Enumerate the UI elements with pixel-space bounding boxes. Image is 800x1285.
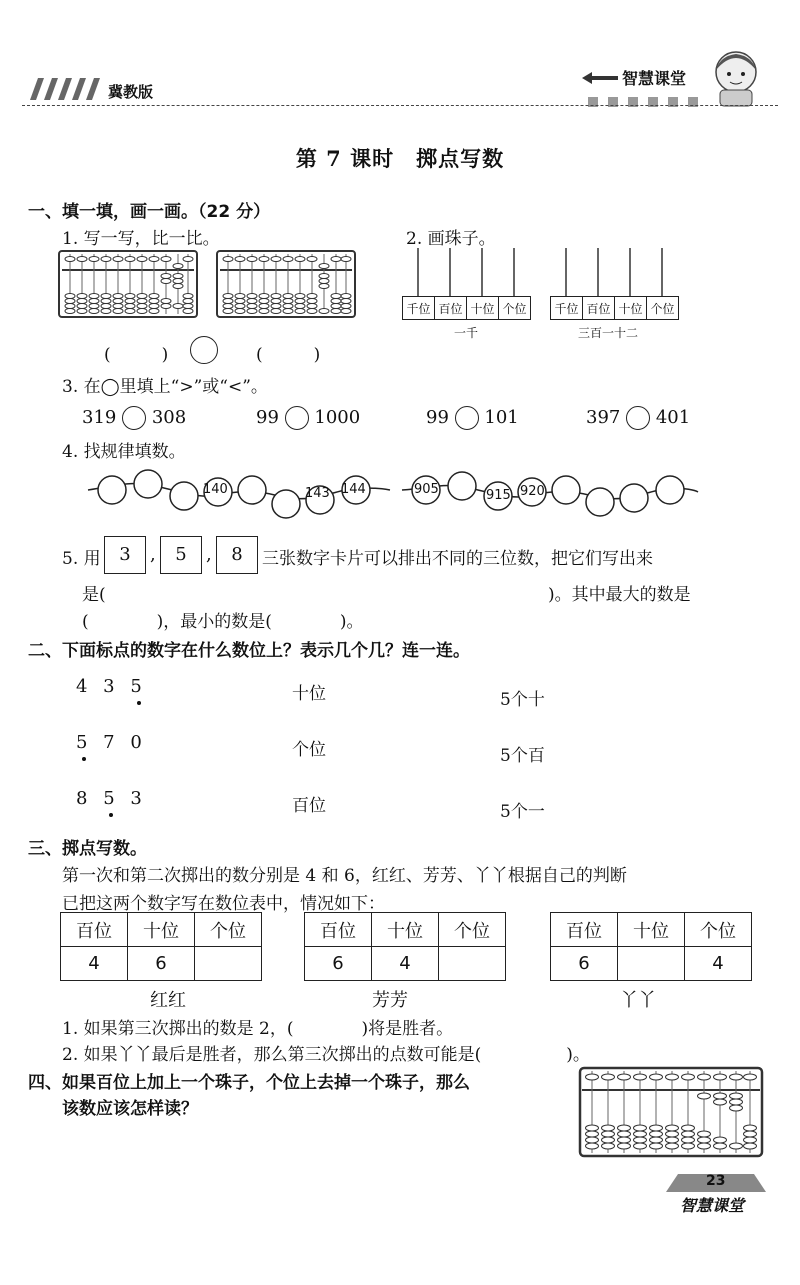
table-header: 个位 — [195, 913, 262, 947]
header-stripes — [30, 78, 100, 100]
dotted-digit: 5 — [76, 732, 93, 753]
place-header: 千位 — [403, 297, 435, 320]
digit-card: 5 — [160, 536, 202, 574]
place-table-right — [550, 296, 679, 320]
section3-heading: 三、掷点写数。 — [28, 839, 147, 859]
q5-text2a: 是( — [82, 585, 106, 605]
compare-pair — [426, 406, 519, 430]
comma: , — [150, 544, 156, 565]
compare-circle[interactable] — [285, 406, 309, 430]
q5-text3: ( )，最小的数是( )。 — [82, 612, 364, 632]
number-435: 4 3 5 — [76, 676, 147, 697]
chain1-value: 140 — [203, 482, 228, 497]
table-header: 十位 — [128, 913, 195, 947]
meaning-option[interactable]: 5个十 — [500, 690, 545, 710]
compare-a: 397 — [586, 407, 621, 428]
place-header: 百位 — [435, 297, 467, 320]
compare-a: 99 — [426, 407, 449, 428]
q4-label: 4. 找规律填数。 — [62, 442, 186, 462]
place-option[interactable]: 百位 — [292, 796, 326, 816]
place-header: 千位 — [551, 297, 583, 320]
table-name-yaya: 丫丫 — [620, 990, 656, 1011]
chain2-value: 920 — [520, 484, 545, 499]
section3-intro2: 已把这两个数字写在数位表中，情况如下： — [62, 894, 385, 914]
chain-bead — [448, 472, 476, 500]
chain2-value: 915 — [486, 488, 511, 503]
q1-label: 1. 写一写，比一比。 — [62, 229, 220, 249]
meaning-option[interactable]: 5个百 — [500, 746, 545, 766]
table-header: 十位 — [618, 913, 685, 947]
section3-intro1: 第一次和第二次掷出的数分别是 4 和 6，红红、芳芳、丫丫根据自己的判断 — [62, 866, 627, 886]
chain1-value: 143 — [305, 486, 330, 501]
compare-circle[interactable] — [190, 336, 218, 364]
checker-decoration — [588, 92, 708, 111]
girl-mascot-icon — [706, 46, 766, 112]
place-table-honghong — [60, 912, 262, 981]
table-header: 百位 — [551, 913, 618, 947]
dotted-digit: 5 — [130, 676, 147, 697]
table-name-fangfang: 芳芳 — [372, 990, 408, 1011]
caption-left: 一千 — [454, 326, 479, 340]
table-cell — [439, 947, 506, 981]
chain-bead — [170, 482, 198, 510]
table-cell — [195, 947, 262, 981]
table-cell: 6 — [551, 947, 618, 981]
place-header: 个位 — [647, 297, 679, 320]
dotted-digit: 5 — [103, 788, 120, 809]
abacus-section4 — [578, 1066, 764, 1158]
table-cell: 6 — [305, 947, 372, 981]
compare-pair — [256, 406, 360, 430]
place-table-left — [402, 296, 531, 320]
caption-right: 三百一十二 — [578, 326, 639, 340]
table-cell: 6 — [128, 947, 195, 981]
q5-text1: 三张数字卡片可以排出不同的三位数，把它们写出来 — [262, 549, 653, 569]
compare-a: 319 — [82, 407, 117, 428]
section3-q1: 1. 如果第三次掷出的数是 2，( )将是胜者。 — [62, 1019, 454, 1039]
compare-a: 99 — [256, 407, 279, 428]
page-number: 23 — [706, 1173, 726, 1189]
compare-b: 101 — [484, 407, 519, 428]
compare-circle[interactable] — [455, 406, 479, 430]
q1-blank-left[interactable]: ( ) — [104, 345, 169, 365]
compare-circle[interactable] — [122, 406, 146, 430]
table-header: 个位 — [439, 913, 506, 947]
bead-chain-2 — [400, 466, 700, 524]
table-header: 十位 — [372, 913, 439, 947]
meaning-option[interactable]: 5个一 — [500, 802, 545, 822]
compare-pair — [82, 406, 186, 430]
header-divider — [22, 105, 778, 106]
abacus-right — [216, 250, 356, 318]
place-header: 十位 — [615, 297, 647, 320]
compare-circle[interactable] — [626, 406, 650, 430]
chain2-value: 905 — [414, 482, 439, 497]
q3-label: 3. 在◯里填上“>”或“<”。 — [62, 377, 268, 397]
chain-bead — [238, 476, 266, 504]
q5-prefix: 5. 用 — [62, 549, 101, 569]
table-cell — [618, 947, 685, 981]
compare-pair — [586, 406, 690, 430]
page-title: 第 7 课时 掷点写数 — [295, 146, 505, 171]
chain-bead — [620, 484, 648, 512]
brand-label: 智慧课堂 — [622, 69, 687, 88]
section4-line1: 四、如果百位上加上一个珠子，个位上去掉一个珠子，那么 — [28, 1073, 470, 1093]
digit-card: 3 — [104, 536, 146, 574]
compare-b: 308 — [151, 407, 187, 428]
section3-q2: 2. 如果丫丫最后是胜者，那么第三次掷出的点数可能是( )。 — [62, 1045, 590, 1065]
place-table-yaya — [550, 912, 752, 981]
place-table-fangfang — [304, 912, 506, 981]
number-853: 8 5 3 — [76, 788, 147, 809]
counter-rods-right — [550, 246, 680, 296]
chain-bead — [272, 490, 300, 518]
table-cell: 4 — [61, 947, 128, 981]
table-header: 个位 — [685, 913, 752, 947]
q5-answer-blank[interactable] — [118, 596, 538, 597]
section2-heading: 二、下面标点的数字在什么数位上？表示几个几？连一连。 — [28, 641, 470, 661]
table-name-honghong: 红红 — [150, 990, 186, 1011]
chain-bead — [98, 476, 126, 504]
number-570: 5 7 0 — [76, 732, 147, 753]
table-header: 百位 — [61, 913, 128, 947]
stripes-decoration — [30, 78, 100, 100]
table-cell: 4 — [685, 947, 752, 981]
table-cell: 4 — [372, 947, 439, 981]
edition-label: 冀教版 — [108, 83, 154, 101]
q5-text2b: )。其中最大的数是 — [548, 585, 691, 605]
table-header: 百位 — [305, 913, 372, 947]
arrow-icon — [582, 70, 618, 90]
comma: , — [206, 544, 212, 565]
place-header: 百位 — [583, 297, 615, 320]
section4-line2: 该数应该怎样读？ — [62, 1099, 198, 1119]
chain-bead — [586, 488, 614, 516]
chain-bead — [552, 476, 580, 504]
q1-blank-right[interactable]: ( ) — [256, 345, 321, 365]
q2-label: 2. 画珠子。 — [406, 229, 496, 249]
compare-b: 1000 — [314, 407, 361, 428]
place-header: 十位 — [467, 297, 499, 320]
abacus-left — [58, 250, 198, 318]
footer-brand: 智慧课堂 — [680, 1196, 745, 1215]
compare-b: 401 — [655, 407, 691, 428]
chain-bead — [134, 470, 162, 498]
chain-bead — [656, 476, 684, 504]
place-header: 个位 — [499, 297, 531, 320]
place-option[interactable]: 十位 — [292, 684, 326, 704]
section1-heading: 一、填一填，画一画。（22 分） — [28, 202, 271, 222]
counter-rods-left — [402, 246, 532, 296]
digit-card: 8 — [216, 536, 258, 574]
place-option[interactable]: 个位 — [292, 740, 326, 760]
chain1-value: 144 — [341, 482, 366, 497]
